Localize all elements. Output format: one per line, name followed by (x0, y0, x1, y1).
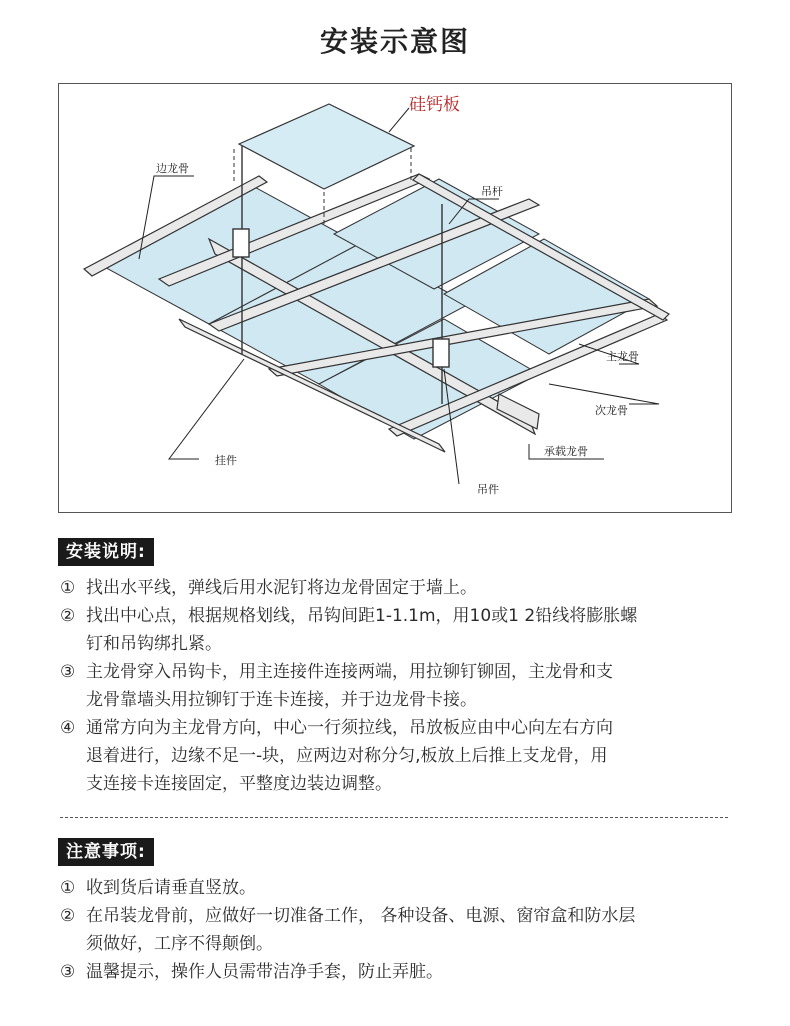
label-hook: 吊件 (477, 483, 499, 496)
dashed-divider (60, 817, 728, 818)
install-step: ③ 主龙骨穿入吊钩卡，用主连接件连接两端，用拉铆钉铆固，主龙骨和支 龙骨靠墙头用拉铆钉于连卡连接，并于边龙骨卡接。 (60, 662, 613, 710)
note-item: ① 收到货后请垂直竖放。 (60, 878, 256, 898)
hanger-clip (433, 339, 449, 367)
notes-heading: 注意事项: (58, 838, 154, 866)
page-title: 安装示意图 (319, 25, 470, 58)
label-panel: 硅钙板 (409, 95, 460, 115)
install-steps (60, 574, 740, 798)
label-sub-keel: 次龙骨 (595, 404, 628, 417)
hanger-clip (233, 229, 249, 257)
install-heading: 安装说明: (58, 538, 154, 566)
label-bearing-keel: 承载龙骨 (544, 445, 588, 458)
note-item: ② 在吊装龙骨前，应做好一切准备工作， 各种设备、电源、窗帘盒和防水层 须做好，工序不得颠倒。 (60, 906, 636, 954)
silicon-calcium-panel (239, 104, 414, 189)
note-item: ③ 温馨提示，操作人员需带洁净手套，防止弄脏。 (60, 962, 443, 982)
ceiling-grid-illustration (59, 84, 731, 512)
install-step: ④ 通常方向为主龙骨方向，中心一行须拉线，吊放板应由中心向左右方向 退着进行，边缘不足一-块，应两边对称分匀,板放上后推上支龙骨，用 支连接卡连接固定，平整度边装边调整。 (60, 718, 613, 794)
label-main-keel: 主龙骨 (606, 350, 639, 363)
installation-diagram (58, 83, 732, 513)
install-step: ② 找出中心点，根据规格划线，吊钩间距1-1.1m，用10或1 2铅线将膨胀螺 钉和吊钩绑扎紧。 (60, 606, 638, 654)
label-hanger: 挂件 (215, 454, 237, 467)
install-step: ① 找出水平线，弹线后用水泥钉将边龙骨固定于墙上。 (60, 578, 477, 598)
label-rod: 吊杆 (481, 185, 503, 198)
notes-list (60, 874, 740, 986)
label-edge-keel: 边龙骨 (156, 162, 189, 175)
